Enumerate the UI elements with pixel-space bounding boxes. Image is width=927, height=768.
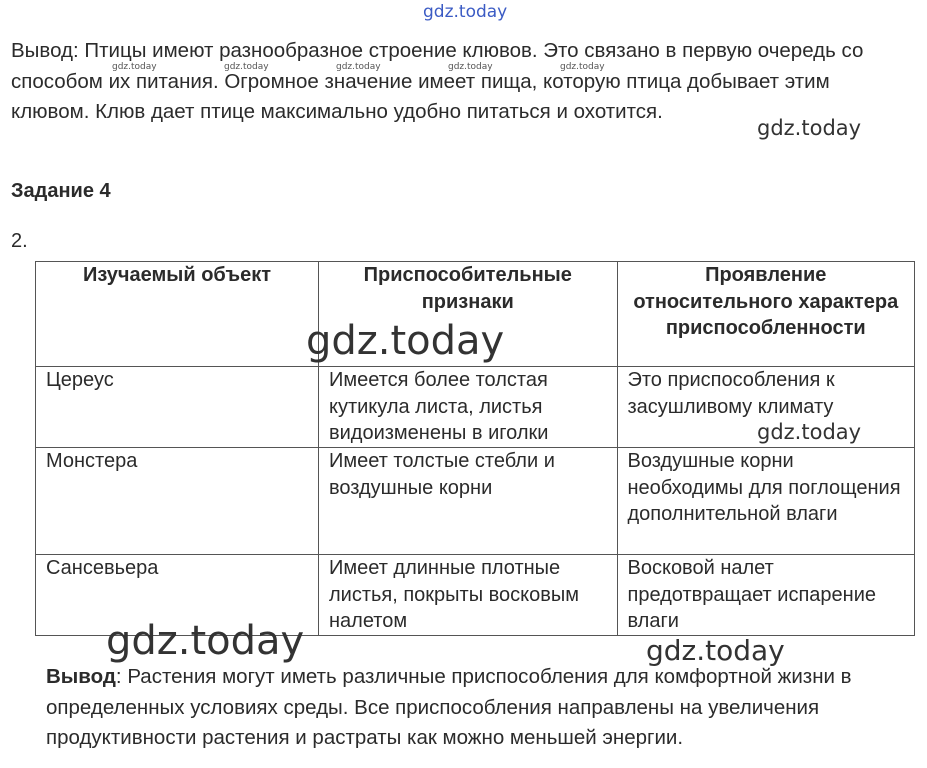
conclusion-paragraph [46,662,916,754]
header-object: Изучаемый объект [36,262,319,367]
cell-object: Цереус [36,367,319,448]
cell-relative: Восковой налет предотвращает испарение влаги [617,555,915,636]
conclusion-label: Вывод [46,665,116,688]
watermark-top: gdz.today [423,2,508,22]
cell-features: Имеет длинные плотные листья, покрыты восковым налетом [318,555,617,636]
conclusion-text: : Растения могут иметь различные приспособления для комфортной жизни в определенных условиях среды. Все приспособления направлены на увеличения продуктивности растения и растраты как можно меньшей энергии. [46,665,852,749]
watermark: gdz.today [757,116,862,140]
watermark-small: gdz.today [336,62,381,72]
cell-features: Имеет толстые стебли и воздушные корни [318,448,617,555]
cell-relative: Это приспособления к засушливому климату [617,367,915,448]
task-heading: Задание 4 [11,180,111,202]
intro-paragraph: Вывод: Птицы имеют разнообразное строение клювов. Это связано в первую очередь со способом их питания. Огромное значение имеет пища, которую птица добывает этим клювом. Клюв дает птице максимально удобно питаться и охотится. [11,39,864,123]
header-relative: Проявление относительного характера приспособленности [617,262,915,367]
watermark: gdz.today [646,634,785,667]
watermark-small: gdz.today [560,62,605,72]
cell-object: Монстера [36,448,319,555]
watermark-small: gdz.today [224,62,269,72]
cell-relative: Воздушные корни необходимы для поглощения дополнительной влаги [617,448,915,555]
watermark: gdz.today [306,318,505,364]
watermark: gdz.today [757,420,862,444]
watermark-small: gdz.today [448,62,493,72]
table-row [36,448,915,555]
header-features: Приспособительные признаки [318,262,617,367]
task-number: 2. [11,230,28,252]
cell-features: Имеется более толстая кутикула листа, листья видоизменены в иголки [318,367,617,448]
watermark: gdz.today [106,618,305,664]
cell-object: Сансевьера [36,555,319,636]
watermark-small: gdz.today [112,62,157,72]
